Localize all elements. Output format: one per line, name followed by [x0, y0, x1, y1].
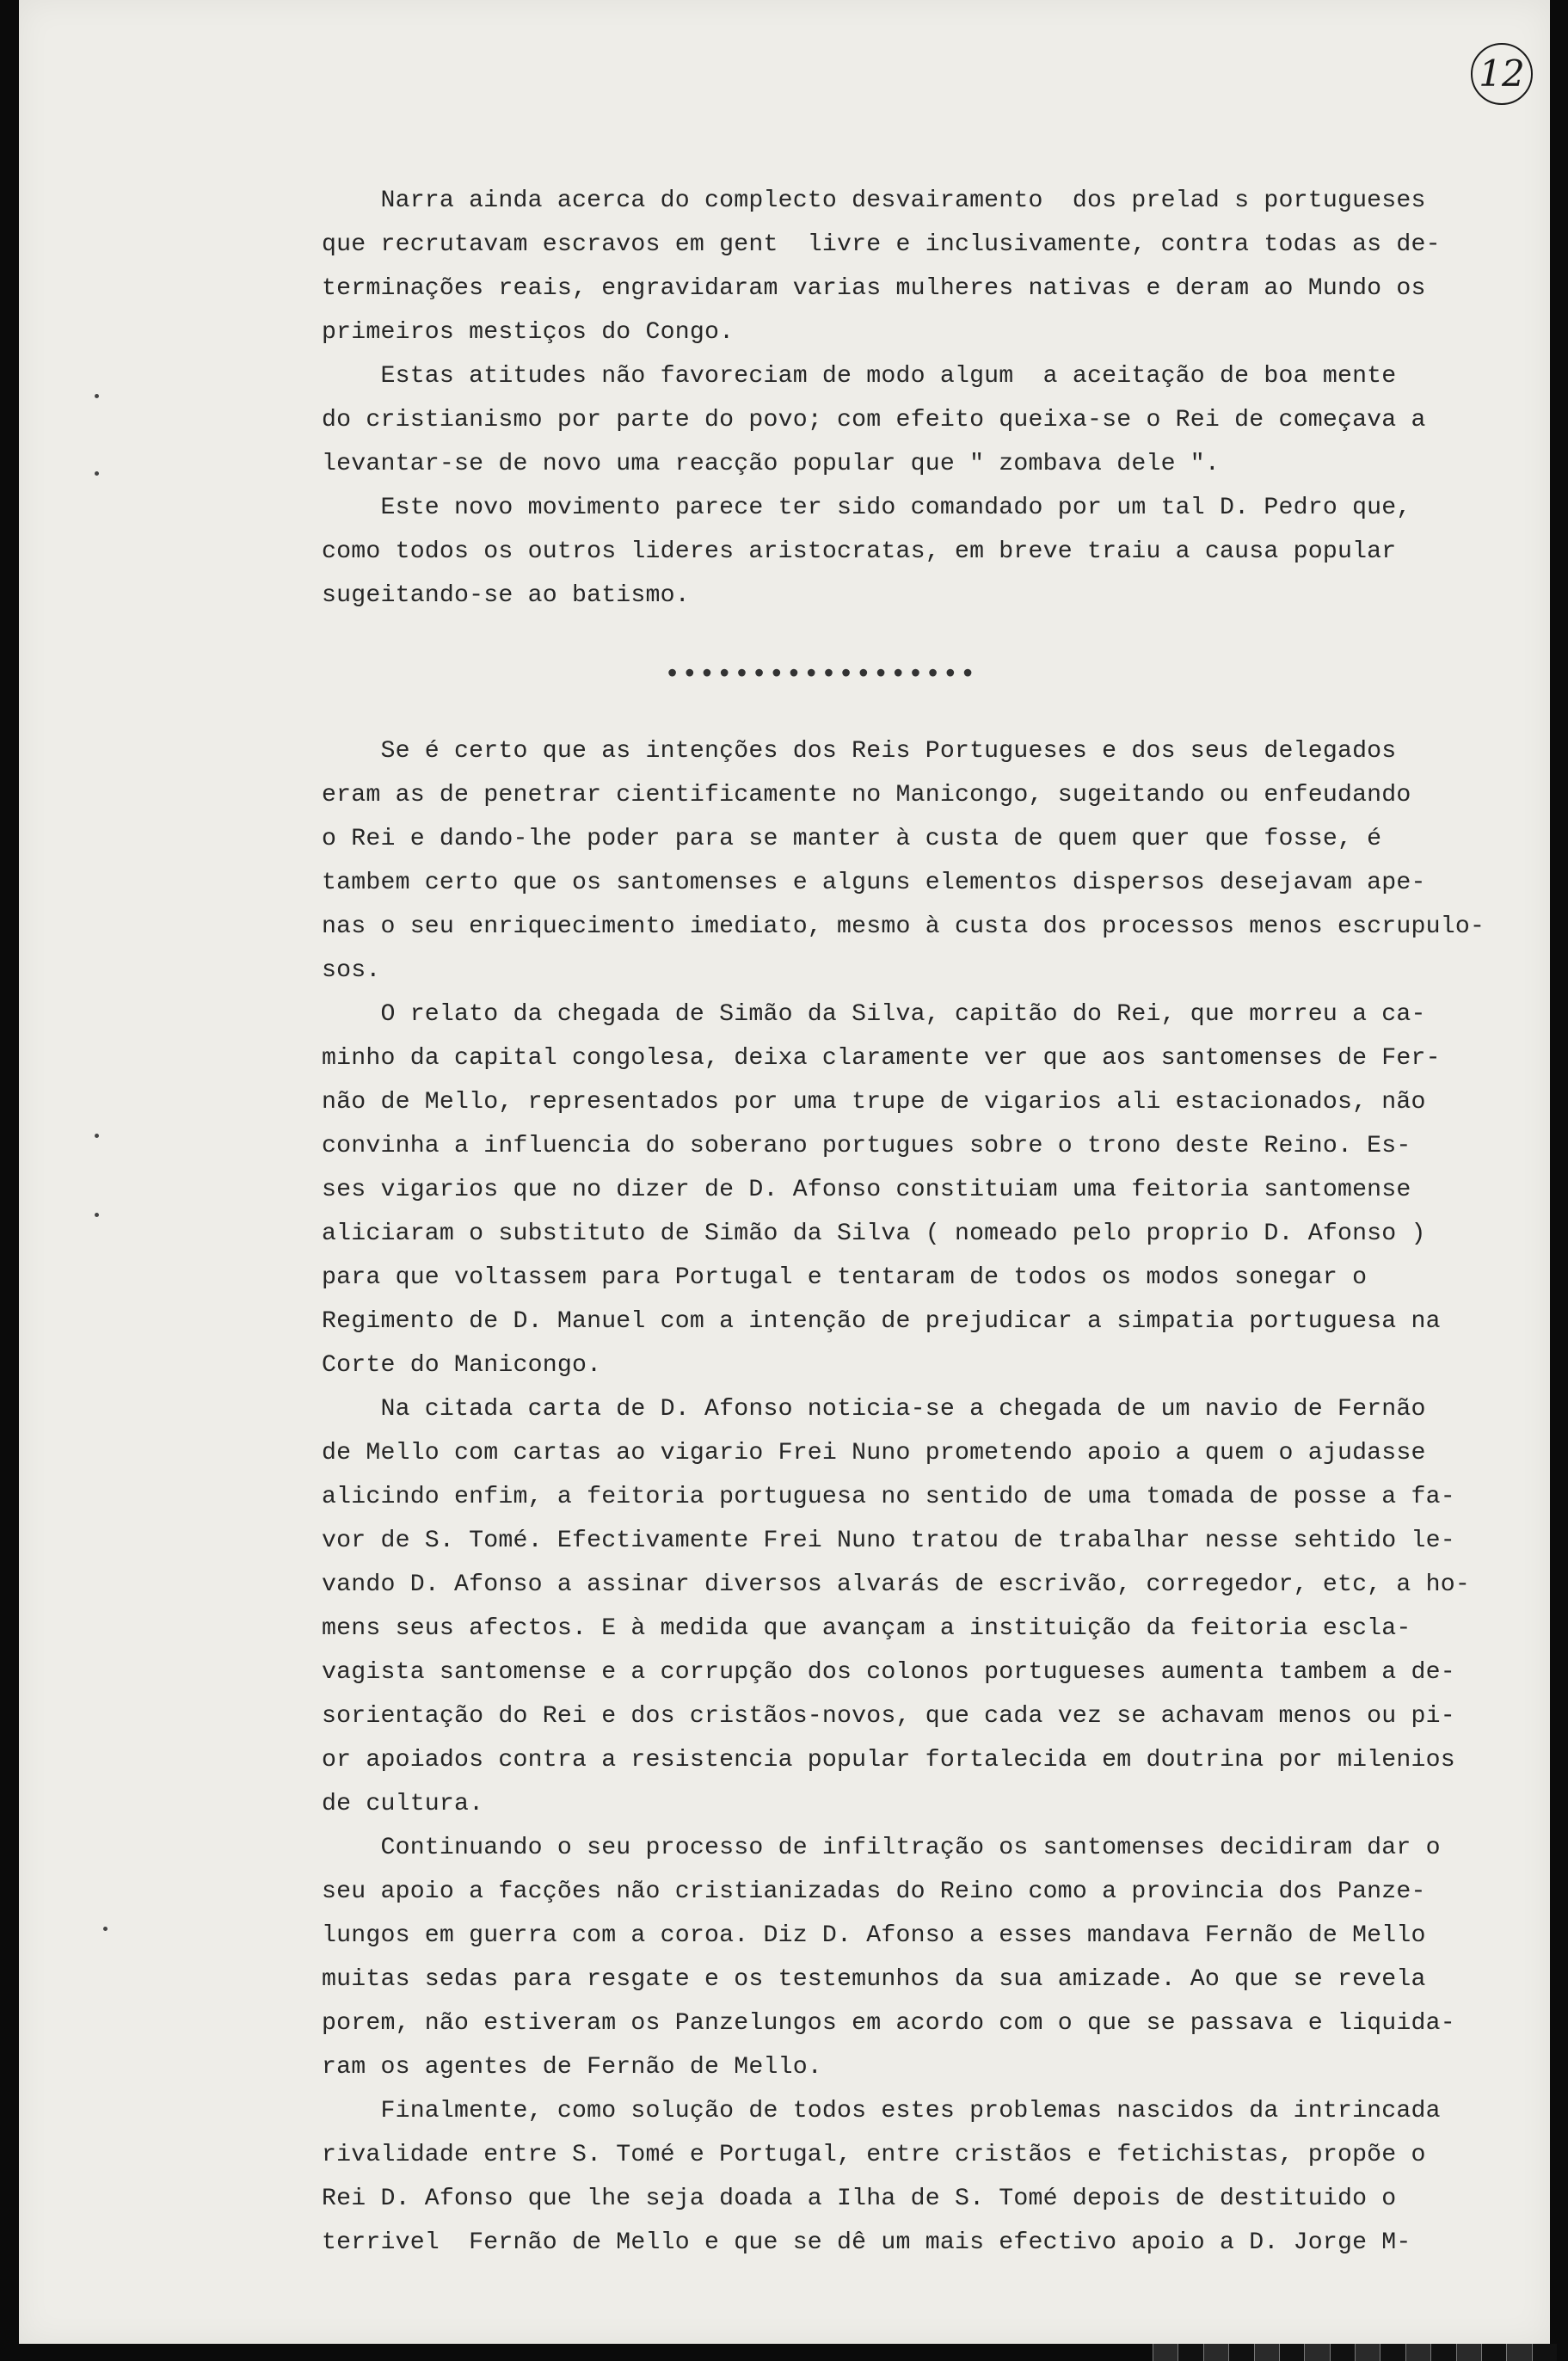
margin-punch-dot — [95, 1134, 99, 1138]
page-number: 12 — [1471, 43, 1533, 105]
text-line: Na citada carta de D. Afonso noticia-se a chegada de um navio de Fernão — [322, 1396, 1426, 1423]
text-line: alicindo enfim, a feitoria portuguesa no sentido de uma tomada de posse a fa- — [322, 1484, 1455, 1510]
margin-punch-dot — [95, 394, 99, 398]
text-line: Regimento de D. Manuel com a intenção de prejudicar a simpatia portuguesa na — [322, 1308, 1441, 1335]
text-line: sugeitando-se ao batismo. — [322, 582, 690, 609]
text-line: porem, não estiveram os Panzelungos em acordo com o que se passava e liquida- — [322, 2010, 1455, 2037]
text-line: or apoiados contra a resistencia popular fortalecida em doutrina por milenios — [322, 1747, 1455, 1774]
text-line: nas o seu enriquecimento imediato, mesmo à custa dos processos menos escrupulo- — [322, 913, 1485, 940]
text-line: ram os agentes de Fernão de Mello. — [322, 2054, 822, 2081]
text-line: sos. — [322, 957, 381, 984]
text-line: aliciaram o substituto de Simão da Silva ( nomeado pelo proprio D. Afonso ) — [322, 1220, 1426, 1247]
paragraph-block-1 — [322, 179, 1543, 618]
text-line: Se é certo que as intenções dos Reis Portugueses e dos seus delegados — [322, 738, 1397, 765]
text-line: Finalmente, como solução de todos estes problemas nascidos da intrincada — [322, 2098, 1441, 2124]
text-line: de cultura. — [322, 1791, 484, 1817]
text-line: que recrutavam escravos em gent livre e inclusivamente, contra todas as de- — [322, 231, 1441, 258]
text-line: eram as de penetrar cientificamente no Manicongo, sugeitando ou enfeudando — [322, 782, 1411, 809]
text-line: vando D. Afonso a assinar diversos alvarás de escrivão, corregedor, etc, a ho- — [322, 1571, 1470, 1598]
text-line: convinha a influencia do soberano portugues sobre o trono deste Reino. Es- — [322, 1133, 1411, 1159]
margin-punch-dot — [95, 471, 99, 476]
text-line: terminações reais, engravidaram varias mulheres nativas e deram ao Mundo os — [322, 275, 1426, 302]
text-line: ses vigarios que no dizer de D. Afonso constituiam uma feitoria santomense — [322, 1177, 1411, 1203]
text-line: muitas sedas para resgate e os testemunhos da sua amizade. Ao que se revela — [322, 1966, 1426, 1993]
text-line: Estas atitudes não favoreciam de modo algum a aceitação de boa mente — [322, 363, 1397, 390]
text-line: Continuando o seu processo de infiltração os santomenses decidiram dar o — [322, 1835, 1441, 1861]
text-line: rivalidade entre S. Tomé e Portugal, entre cristãos e fetichistas, propõe o — [322, 2142, 1426, 2168]
text-line: sorientação do Rei e dos cristãos-novos, que cada vez se achavam menos ou pi- — [322, 1703, 1455, 1730]
scan-ruler — [1153, 2344, 1557, 2361]
text-line: minho da capital congolesa, deixa claramente ver que aos santomenses de Fer- — [322, 1045, 1441, 1072]
margin-punch-dot — [95, 1213, 99, 1217]
text-line: não de Mello, representados por uma trupe de vigarios ali estacionados, não — [322, 1089, 1426, 1116]
text-line: Narra ainda acerca do complecto desvairamento dos prelad s portugueses — [322, 188, 1426, 214]
section-separator: •••••••••••••••••• — [664, 659, 977, 691]
text-line: o Rei e dando-lhe poder para se manter à custa de quem quer que fosse, é — [322, 826, 1382, 852]
text-line: vagista santomense e a corrupção dos colonos portugueses aumenta tambem a de- — [322, 1659, 1455, 1686]
text-line: do cristianismo por parte do povo; com efeito queixa-se o Rei de começava a — [322, 407, 1426, 433]
document-page — [19, 0, 1550, 2344]
text-line: Este novo movimento parece ter sido comandado por um tal D. Pedro que, — [322, 495, 1411, 521]
text-line: tambem certo que os santomenses e alguns elementos dispersos desejavam ape- — [322, 870, 1426, 896]
text-line: para que voltassem para Portugal e tentaram de todos os modos sonegar o — [322, 1264, 1368, 1291]
text-line: mens seus afectos. E à medida que avançam a instituição da feitoria escla- — [322, 1615, 1411, 1642]
text-line: Corte do Manicongo. — [322, 1352, 602, 1379]
text-line: Rei D. Afonso que lhe seja doada a Ilha de S. Tomé depois de destituido o — [322, 2186, 1397, 2212]
text-line: de Mello com cartas ao vigario Frei Nuno prometendo apoio a quem o ajudasse — [322, 1440, 1426, 1466]
text-line: primeiros mestiços do Congo. — [322, 319, 735, 346]
text-line: como todos os outros lideres aristocratas, em breve traiu a causa popular — [322, 538, 1397, 565]
text-line: seu apoio a facções não cristianizadas do Reino como a provincia dos Panze- — [322, 1878, 1426, 1905]
paragraph-block-2 — [322, 729, 1543, 2265]
margin-punch-dot — [103, 1927, 108, 1931]
text-line: lungos em guerra com a coroa. Diz D. Afonso a esses mandava Fernão de Mello — [322, 1922, 1426, 1949]
text-line: terrivel Fernão de Mello e que se dê um mais efectivo apoio a D. Jorge M- — [322, 2229, 1411, 2256]
text-line: O relato da chegada de Simão da Silva, capitão do Rei, que morreu a ca- — [322, 1001, 1426, 1028]
text-line: vor de S. Tomé. Efectivamente Frei Nuno tratou de trabalhar nesse sehtido le- — [322, 1528, 1455, 1554]
text-line: levantar-se de novo uma reacção popular que " zombava dele ". — [322, 451, 1221, 477]
